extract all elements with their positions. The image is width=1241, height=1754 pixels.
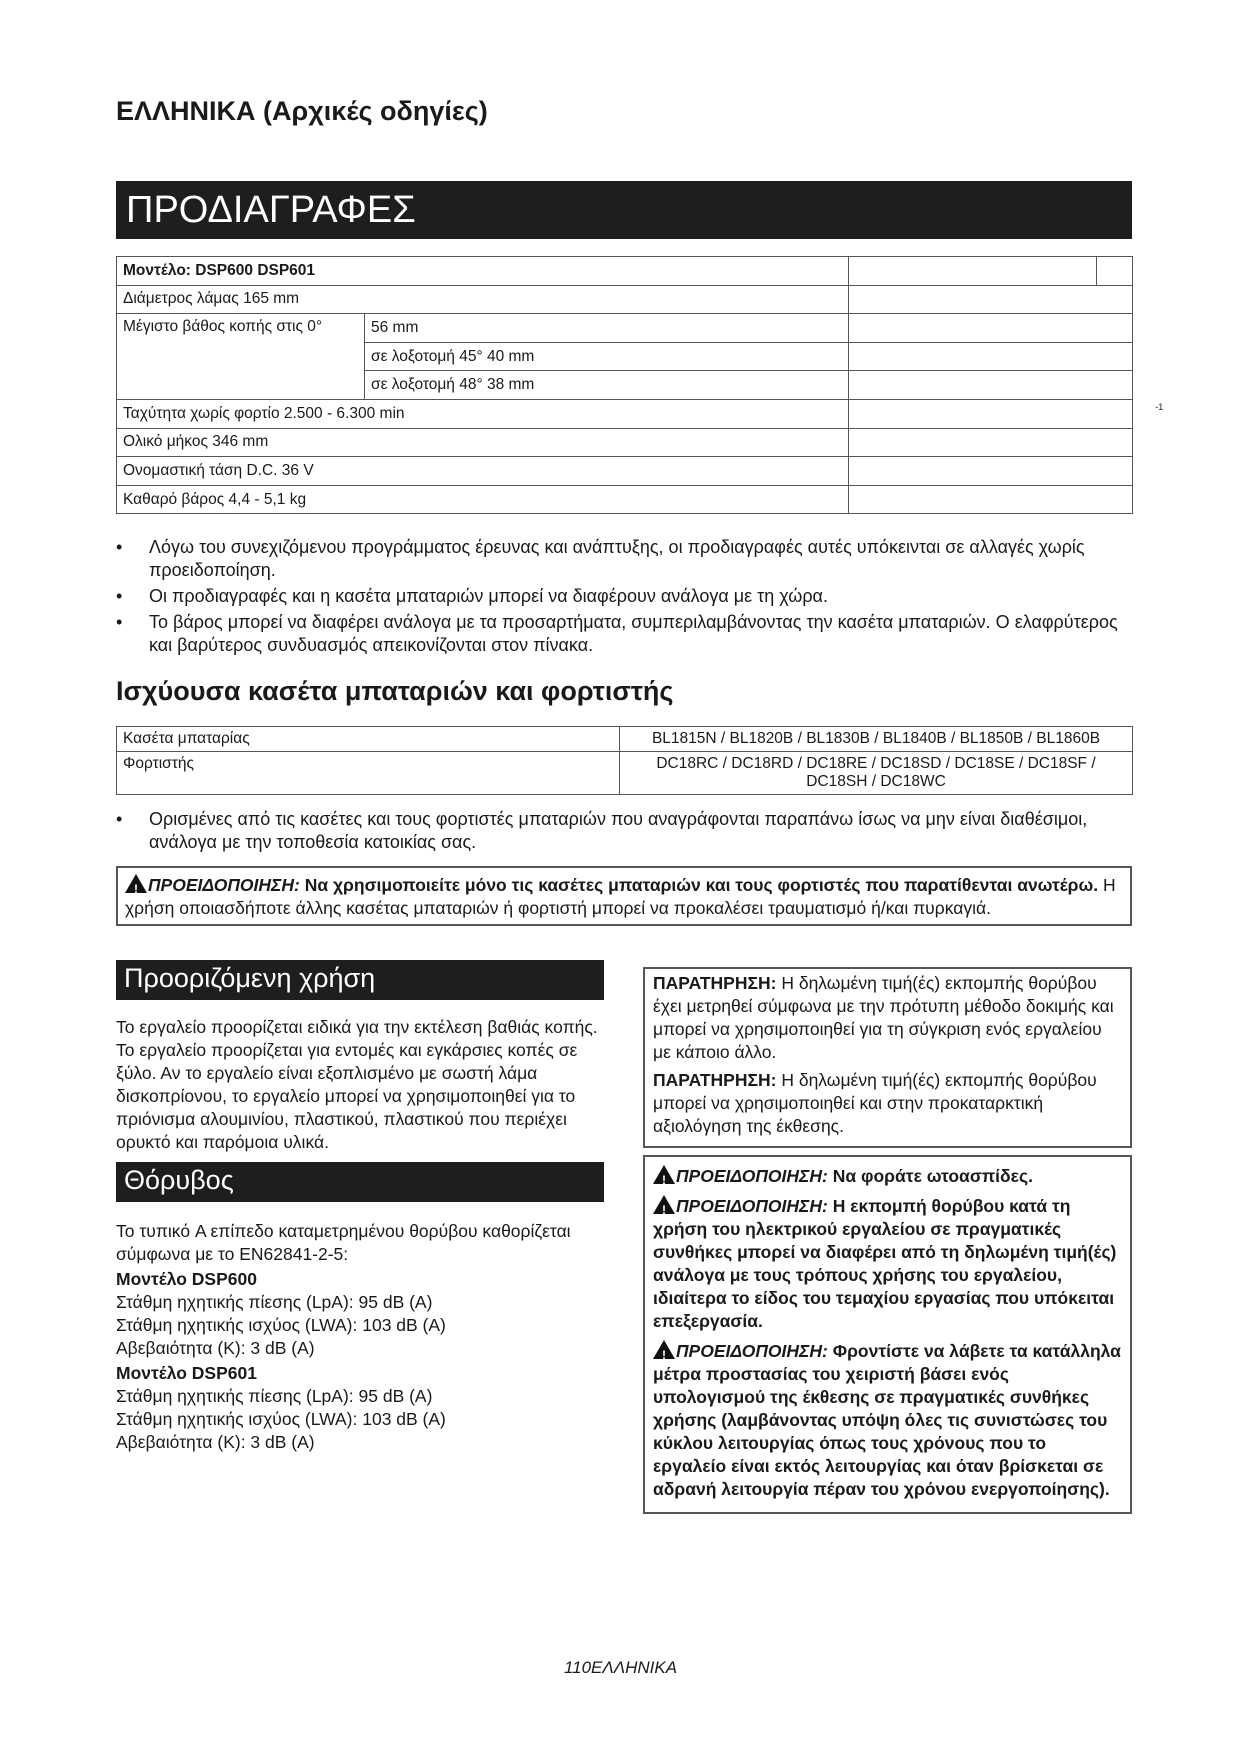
charger-values-cell: DC18RC / DC18RD / DC18RE / DC18SD / DC18SE / DC18SF / DC18SH / DC18WC (620, 752, 1133, 795)
note-word: ΠΑΡΑΤΗΡΗΣΗ: (653, 1070, 777, 1090)
table-row (117, 285, 1133, 314)
table-row (117, 314, 1133, 343)
list-item (116, 585, 1132, 608)
intended-use-banner (116, 960, 604, 1000)
battery-warning-box (116, 866, 1132, 926)
empty-cell (849, 314, 1133, 343)
note-text: Η δηλωμένη τιμή(ές) εκπομπής θορύβου έχει μετρηθεί σύμφωνα με την πρότυπη μέθοδο δοκιμής και μπορεί να χρησιμοποιηθεί για τη σύγκριση ενός εργαλείου με κάποιο άλλο. (653, 973, 1114, 1062)
specifications-title: ΠΡΟΔΙΑΓΡΑΦΕΣ (126, 189, 416, 231)
speed-superscript: -1 (1155, 401, 1164, 412)
sound-pressure: Στάθμη ηχητικής πίεσης (LpA): 95 dB (A) (116, 1386, 433, 1406)
bevel-45-cell: σε λοξοτομή 45° 40 mm (365, 342, 849, 371)
language-title: ΕΛΛΗΝΙΚΑ (Αρχικές οδηγίες) (116, 96, 488, 126)
charger-label-cell: Φορτιστής (117, 752, 620, 795)
table-row (117, 428, 1133, 457)
warning-paragraph (653, 1338, 1122, 1501)
table-row (117, 457, 1133, 486)
warning-text: Η χρήση οποιασδήποτε άλλης κασέτας μπαταριών ή φορτιστή μπορεί να προκαλέσει τραυματισμό ή/και πυρκαγιά. (125, 875, 1116, 918)
note-text: Η δηλωμένη τιμή(ές) εκπομπής θορύβου μπορεί να χρησιμοποιηθεί και στην προκαταρκτική αξιολόγηση της έκθεσης. (653, 1070, 1097, 1136)
note-word: ΠΑΡΑΤΗΡΗΣΗ: (653, 973, 777, 993)
list-item (116, 611, 1132, 657)
warning-text: Φροντίστε να λάβετε τα κατάλληλα μέτρα προστασίας του χειριστή βάσει ενός υπολογισμού της έκθεσης σε πραγματικές συνθήκες χρήσης (λαμβάνοντας υπόψη όλες τις συνιστώσες του κύκλου λειτουργίας όπως τους χρόνους που το εργαλείο είναι εκτός λειτουργίας και όταν βρίσκεται σε αδρανή λειτουργία πέραν του χρόνου ενεργοποίησης). (653, 1341, 1121, 1499)
warning-word: ΠΡΟΕΙΔΟΠΟΙΗΣΗ: (676, 1196, 828, 1216)
warning-bold-text: Να χρησιμοποιείτε μόνο τις κασέτες μπαταριών και τους φορτιστές που παρατίθενται ανωτέρω. (304, 875, 1099, 895)
sound-power: Στάθμη ηχητικής ισχύος (LWA): 103 dB (A) (116, 1315, 446, 1335)
blade-diameter-cell: Διάμετρος λάμας 165 mm (117, 285, 849, 314)
intended-use-heading: Προοριζόμενη χρήση (124, 963, 376, 993)
cartridge-values-cell: BL1815N / BL1820B / BL1830B / BL1840B / BL1850B / BL1860B (620, 727, 1133, 752)
model-heading: Μοντέλο DSP601 (116, 1363, 257, 1383)
note-paragraph (653, 972, 1122, 1064)
sound-power: Στάθμη ηχητικής ισχύος (LWA): 103 dB (A) (116, 1409, 446, 1429)
bevel-48-cell: σε λοξοτομή 48° 38 mm (365, 371, 849, 400)
max-depth-0-cell: 56 mm (365, 314, 849, 343)
warning-paragraph (653, 1163, 1122, 1188)
overall-length-cell: Ολικό μήκος 346 mm (117, 428, 849, 457)
battery-table (116, 726, 1133, 795)
table-row (117, 257, 1133, 286)
warning-text: Να φοράτε ωτοασπίδες. (832, 1166, 1033, 1186)
noise-intro: Το τυπικό A επίπεδο καταμετρημένου θορύβου καθορίζεται σύμφωνα με το EN62841-2-5: (116, 1221, 571, 1264)
noise-warnings-box (643, 1155, 1132, 1514)
intended-use-text: Το εργαλείο προορίζεται ειδικά για την εκτέλεση βαθιάς κοπής. Το εργαλείο προορίζεται για εντομές και εγκάρσιες κοπές σε ξύλο. Αν το εργαλείο είναι εξοπλισμένο με σωστή λάμα δισκοπρίονου, το εργαλείο μπορεί να χρησιμοποιηθεί για το πριόνισμα αλουμινίου, πλαστικού, πλαστικού που περιέχει ορυκτό και παρόμοια υλικά. (116, 1017, 598, 1152)
spec-notes-list (116, 536, 1132, 660)
empty-cell (849, 342, 1133, 371)
note-paragraph (653, 1069, 1122, 1138)
spec-note-text: • Οι προδιαγραφές και η κασέτα μπαταριών μπορεί να διαφέρουν ανάλογα με τη χώρα. (149, 586, 828, 606)
empty-cell (849, 428, 1133, 457)
warning-triangle-icon (125, 874, 147, 893)
table-row (117, 485, 1133, 514)
spec-note-text: • Το βάρος μπορεί να διαφέρει ανάλογα με τα προσαρτήματα, συμπεριλαμβάνοντας την κασέτα μπαταριών. Ο ελαφρύτερος και βαρύτερος συνδυασμός απεικονίζονται στον πίνακα. (149, 612, 1118, 655)
table-row (117, 727, 1133, 752)
specifications-banner (116, 181, 1132, 239)
empty-cell (849, 285, 1133, 314)
notes-box (643, 967, 1132, 1148)
table-row (117, 752, 1133, 795)
noise-section (116, 1220, 604, 1454)
battery-notes-list (116, 808, 1132, 857)
max-depth-label-cell: Μέγιστο βάθος κοπής στις 0° (117, 314, 365, 400)
warning-paragraph (653, 1193, 1122, 1333)
warning-word: ΠΡΟΕΙΔΟΠΟΙΗΣΗ: (148, 875, 300, 895)
battery-heading: Ισχύουσα κασέτα μπαταριών και φορτιστής (116, 676, 674, 706)
uncertainty: Αβεβαιότητα (K): 3 dB (A) (116, 1338, 315, 1358)
list-item (116, 808, 1132, 854)
noise-heading: Θόρυβος (124, 1165, 234, 1195)
empty-cell (1097, 257, 1133, 286)
warning-word: ΠΡΟΕΙΔΟΠΟΙΗΣΗ: (676, 1166, 828, 1186)
empty-cell (849, 257, 1097, 286)
page-number: 110ΕΛΛΗΝΙΚΑ (563, 1658, 678, 1677)
empty-cell (849, 457, 1133, 486)
model-heading: Μοντέλο DSP600 (116, 1269, 257, 1289)
rated-voltage-cell: Ονομαστική τάση D.C. 36 V (117, 457, 849, 486)
warning-text: Η εκπομπή θορύβου κατά τη χρήση του ηλεκτρικού εργαλείου σε πραγματικές συνθήκες μπορεί να διαφέρει από τη δηλωμένη τιμή(ές) ανάλογα με τους τρόπους χρήσης του εργαλείου, ιδιαίτερα το είδος του τεμαχίου εργασίας που υπόκειται επεξεργασία. (653, 1196, 1117, 1331)
speed-superscript-cell (849, 399, 1164, 428)
battery-note-text: • Ορισμένες από τις κασέτες και τους φορτιστές μπαταριών που αναγράφονται παραπάνω ίσως να μην είναι διαθέσιμοι, ανάλογα με την τοποθεσία κατοικίας σας. (149, 809, 1088, 852)
warning-triangle-icon (653, 1195, 675, 1214)
model-cell: Μοντέλο: DSP600 DSP601 (117, 257, 849, 286)
table-row (117, 399, 1133, 428)
warning-triangle-icon (653, 1340, 675, 1359)
spec-note-text: • Λόγω του συνεχιζόμενου προγράμματος έρευνας και ανάπτυξης, οι προδιαγραφές αυτές υπόκεινται σε αλλαγές χωρίς προειδοποίηση. (149, 537, 1085, 580)
empty-cell (849, 485, 1133, 514)
cartridge-label-cell: Κασέτα μπαταρίας (117, 727, 620, 752)
net-weight-cell: Καθαρό βάρος 4,4 - 5,1 kg (117, 485, 849, 514)
uncertainty: Αβεβαιότητα (K): 3 dB (A) (116, 1432, 315, 1452)
specifications-table (116, 256, 1164, 514)
list-item (116, 536, 1132, 582)
sound-pressure: Στάθμη ηχητικής πίεσης (LpA): 95 dB (A) (116, 1292, 433, 1312)
noise-banner (116, 1162, 604, 1202)
no-load-speed-cell: Ταχύτητα χωρίς φορτίο 2.500 - 6.300 min (117, 399, 849, 428)
empty-cell (849, 371, 1133, 400)
warning-word: ΠΡΟΕΙΔΟΠΟΙΗΣΗ: (676, 1341, 828, 1361)
warning-triangle-icon (653, 1165, 675, 1184)
